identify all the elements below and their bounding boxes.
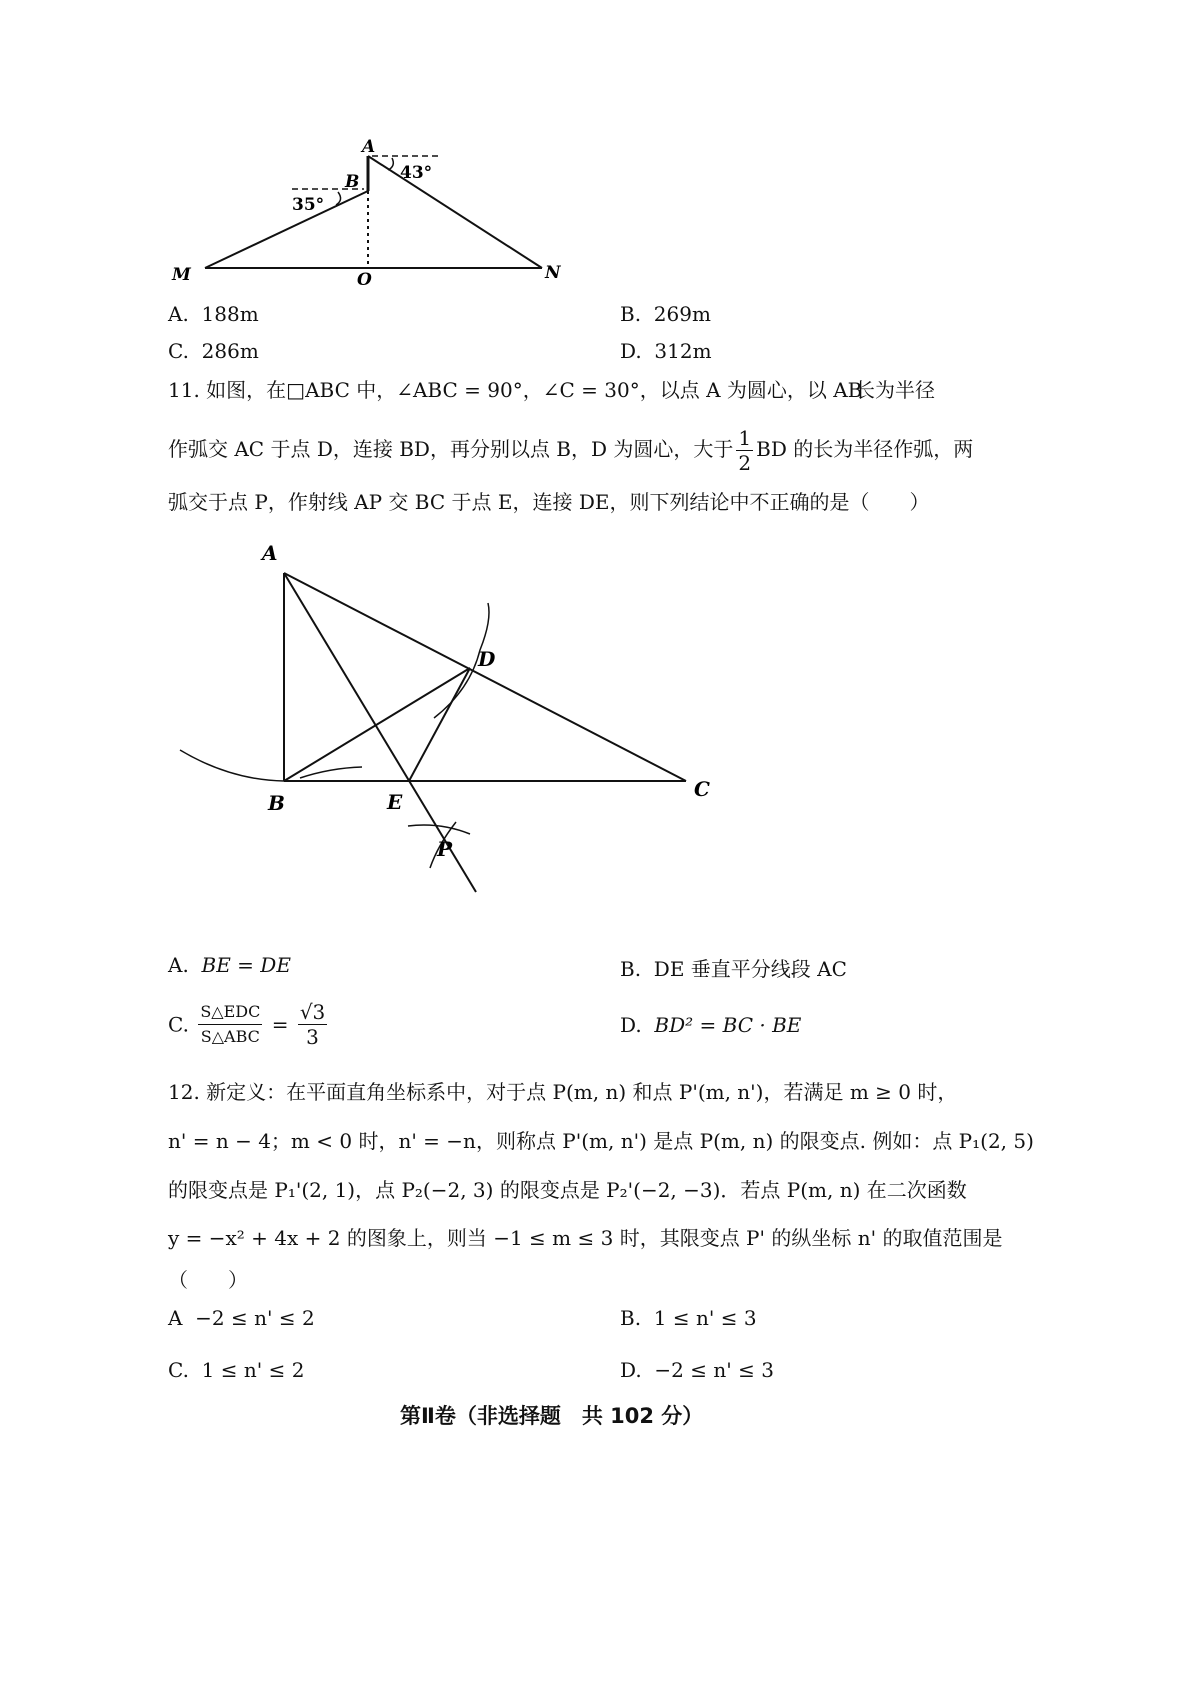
label-m: M xyxy=(172,265,191,285)
arc-b-to-d xyxy=(180,750,284,781)
q11-b-letter: B. xyxy=(620,957,642,981)
label-a2: A xyxy=(262,541,278,565)
q11-option-a xyxy=(168,953,291,977)
three: 3 xyxy=(306,1025,319,1049)
q12-line3: 的限变点是 P₁'(2, 1)，点 P₂(−2, 3) 的限变点是 P₂'(−2, −3)．若点 P(m, n) 在二次函数 xyxy=(168,1178,967,1202)
q10-c-text: 286m xyxy=(201,339,259,363)
frac-numerator: 1 xyxy=(738,426,752,450)
sqrt3-over-3 xyxy=(298,1000,327,1049)
q11-d-text: BD² = BC · BE xyxy=(654,1013,802,1037)
q12-c-text: 1 ≤ n' ≤ 2 xyxy=(201,1358,305,1382)
q10-a-text: 188m xyxy=(201,302,259,326)
area-denominator: S△ABC xyxy=(200,1027,260,1046)
q12-option-d xyxy=(620,1358,774,1382)
label-c2: C xyxy=(694,777,710,801)
q12-line2: n' = n − 4；m < 0 时，n' = −n，则称点 P'(m, n') 是点 P(m, n) 的限变点. 例如：点 P₁(2, 5) xyxy=(168,1129,1034,1153)
q11-line1-math: ABC 中，∠ABC = 90°，∠C = 30°，以点 A 为圆心，以 AB xyxy=(305,378,863,402)
angle-label-b: 35° xyxy=(292,195,325,215)
area-numerator: S△EDC xyxy=(198,1000,262,1025)
segment-ac xyxy=(284,573,686,781)
angle-label-a: 43° xyxy=(400,163,433,183)
q12-b-text: 1 ≤ n' ≤ 3 xyxy=(653,1306,757,1330)
label-o: O xyxy=(357,270,372,290)
q11-option-d xyxy=(620,1013,801,1037)
q10-a-letter: A. xyxy=(168,302,189,326)
segment-de xyxy=(409,668,470,781)
q12-option-c xyxy=(168,1358,304,1382)
q11-a-letter: A. xyxy=(168,953,189,977)
q11-line2-suffix: BD 的长为半径作弧，两 xyxy=(756,437,974,461)
frac-denominator: 2 xyxy=(738,451,752,475)
q11-option-b xyxy=(620,953,847,982)
q11-option-c xyxy=(168,1000,330,1049)
q10-b-text: 269m xyxy=(653,302,711,326)
q10-d-text: 312m xyxy=(654,339,712,363)
q10-d-letter: D. xyxy=(620,339,642,363)
label-e2: E xyxy=(387,790,403,814)
segment-bd xyxy=(284,668,470,781)
q12-d-letter: D. xyxy=(620,1358,642,1382)
q11-a-text: BE = DE xyxy=(201,953,291,977)
area-ratio-fraction xyxy=(198,1000,262,1049)
q12-line5: （ ） xyxy=(168,1268,248,1292)
sqrt3: √3 xyxy=(299,1000,326,1024)
label-p2: P xyxy=(437,837,453,861)
q12-b-letter: B. xyxy=(620,1306,642,1330)
q12-a-letter: A xyxy=(168,1306,183,1330)
q11-b-text: DE 垂直平分线段 AC xyxy=(653,957,847,981)
section-title: 第Ⅱ卷（非选择题 共 102 分） xyxy=(400,1404,704,1428)
label-a: A xyxy=(362,137,376,157)
q12-a-text: −2 ≤ n' ≤ 2 xyxy=(195,1306,315,1330)
q12-line1: 12. 新定义：在平面直角坐标系中，对于点 P(m, n) 和点 P'(m, n')，若满足 m ≥ 0 时， xyxy=(168,1080,958,1104)
q10-c-letter: C. xyxy=(168,339,189,363)
q11-line1-prefix: 11. 如图，在□ xyxy=(168,378,306,402)
q12-option-a xyxy=(168,1306,315,1330)
label-b: B xyxy=(345,172,360,192)
arc-near-b xyxy=(300,767,362,778)
q11-d-letter: D. xyxy=(620,1013,642,1037)
label-b2: B xyxy=(268,791,285,815)
q11-line2-prefix: 作弧交 AC 于点 D，连接 BD，再分别以点 B，D 为圆心，大于 xyxy=(168,437,734,461)
q12-option-b xyxy=(620,1306,757,1330)
q12-line4: y = −x² + 4x + 2 的图象上，则当 −1 ≤ m ≤ 3 时，其限变点 P' 的纵坐标 n' 的取值范围是 xyxy=(168,1226,1003,1250)
q11-c-letter: C. xyxy=(168,1012,189,1037)
area-equals: = xyxy=(271,1012,289,1037)
q12-d-text: −2 ≤ n' ≤ 3 xyxy=(654,1358,774,1382)
q11-line3: 弧交于点 P，作射线 AP 交 BC 于点 E，连接 DE，则下列结论中不正确的是（ ） xyxy=(168,490,930,514)
label-n: N xyxy=(545,263,561,283)
q12-c-letter: C. xyxy=(168,1358,189,1382)
q10-b-letter: B. xyxy=(620,302,642,326)
q11-line1-end: 长为半径 xyxy=(855,378,935,402)
label-d2: D xyxy=(478,647,496,671)
